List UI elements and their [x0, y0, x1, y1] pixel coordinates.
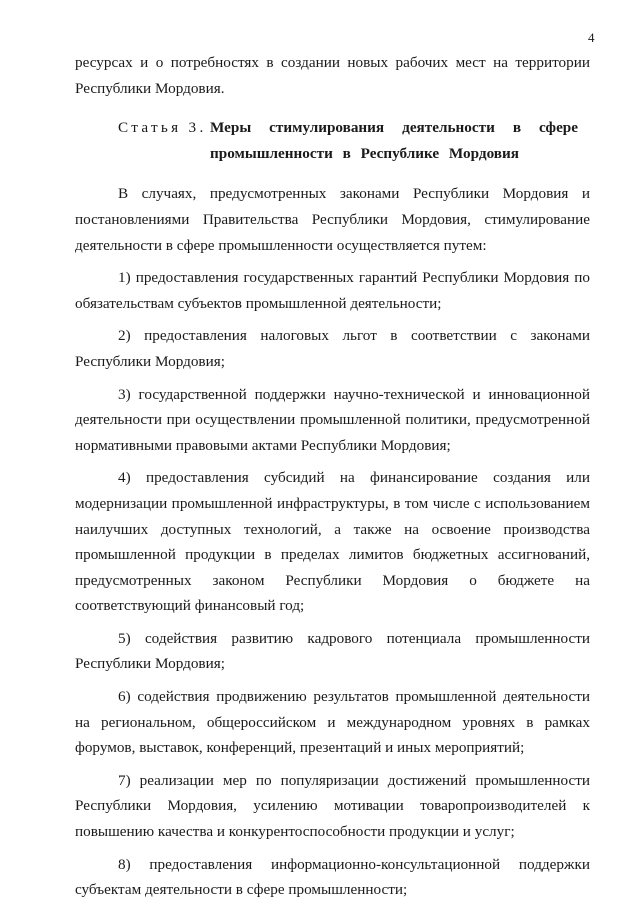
article-label: Статья 3. [118, 119, 207, 137]
list-item-6: 6) содействия продвижению результатов промышленной деятельности на региональном, общероссийском и международном уровнях в рамках форумов, выставок, конференций, презентаций и иных мероприятий; [75, 688, 590, 757]
list-item-3: 3) государственной поддержки научно-технической и инновационной деятельности при осуществлении промышленной политики, предусмотренной нормативными правовыми актами Республики Мордовия; [75, 385, 590, 454]
list-item-7: 7) реализации мер по популяризации достижений промышленности Республики Мордовия, усилению мотивации товаропроизводителей к повышению качества и конкурентоспособности продукции и услуг; [75, 771, 590, 841]
article-title: Меры стимулирования деятельности в сфере промышленности в Республике Мордовия [210, 119, 578, 162]
document-body [75, 50, 590, 910]
list-item-1: 1) предоставления государственных гарантий Республики Мордовия по обязательствам субъектов промышленной деятельности; [75, 269, 590, 312]
list-item-8: 8) предоставления информационно-консультационной поддержки субъектам деятельности в сфере промышленности; [75, 855, 590, 899]
list-item-4: 4) предоставления субсидий на финансирование создания или модернизации промышленной инфраструктуры, в том числе с использованием наилучших доступных технологий, а также на освоение производства промышленной продукции в пределах лимитов бюджетных ассигнований, предусмотренных законом Республики Мордовия о бюджете на соответствующий финансовый год; [75, 469, 590, 615]
intro-paragraph: В случаях, предусмотренных законами Республики Мордовия и постановлениями Правительства Республики Мордовия, стимулирование деятельности в сфере промышленности осуществляется путем: [75, 185, 590, 254]
page-number: 4 [588, 30, 595, 45]
continued-paragraph: ресурсах и о потребностях в создании новых рабочих мест на территории Республики Мордовия. [75, 54, 590, 97]
list-item-2: 2) предоставления налоговых льгот в соответствии с законами Республики Мордовия; [75, 327, 590, 370]
article-heading [75, 115, 590, 166]
list-item-5: 5) содействия развитию кадрового потенциала промышленности Республики Мордовия; [75, 629, 590, 673]
